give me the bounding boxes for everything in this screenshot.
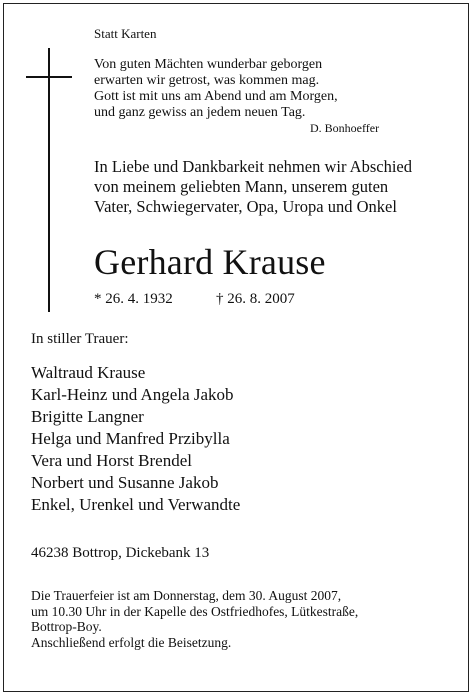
mourner-name: Vera und Horst Brendel bbox=[31, 451, 192, 470]
poem-line: Von guten Mächten wunderbar geborgen bbox=[94, 57, 323, 72]
mourner-name: Norbert und Susanne Jakob bbox=[31, 473, 219, 492]
address: 46238 Bottrop, Dickebank 13 bbox=[31, 545, 210, 561]
funeral-line: Anschließend erfolgt die Beisetzung. bbox=[31, 634, 232, 650]
intro-line: In Liebe und Dankbarkeit nehmen wir Abschied bbox=[94, 157, 412, 176]
mourner-name: Karl-Heinz und Angela Jakob bbox=[31, 385, 234, 404]
mourner-list bbox=[31, 362, 240, 516]
intro-line: Vater, Schwiegervater, Opa, Uropa und Onkel bbox=[94, 197, 397, 216]
intro-line: von meinem geliebten Mann, unserem guten bbox=[94, 177, 389, 196]
mourner-name: Helga und Manfred Przibylla bbox=[31, 429, 230, 448]
poem-author: D. Bonhoeffer bbox=[310, 121, 380, 135]
mourner-name: Enkel, Urenkel und Verwandte bbox=[31, 495, 241, 514]
farewell-intro bbox=[94, 157, 412, 217]
funeral-line: um 10.30 Uhr in der Kapelle des Ostfriedhofes, Lütkestraße, bbox=[31, 603, 359, 619]
deceased-name: Gerhard Krause bbox=[94, 242, 326, 282]
poem-line: Gott ist mit uns am Abend und am Morgen, bbox=[94, 89, 338, 104]
cross-icon bbox=[48, 48, 50, 312]
statt-karten-label: Statt Karten bbox=[94, 26, 157, 41]
mourner-name: Brigitte Langner bbox=[31, 407, 144, 426]
mourner-name: Waltraud Krause bbox=[31, 363, 146, 382]
birth-date: * 26. 4. 1932 bbox=[94, 291, 173, 307]
poem-line: erwarten wir getrost, was kommen mag. bbox=[94, 73, 320, 88]
mourning-heading: In stiller Trauer: bbox=[31, 331, 129, 347]
funeral-line: Die Trauerfeier ist am Donnerstag, dem 30. August 2007, bbox=[31, 588, 342, 603]
funeral-info bbox=[31, 588, 358, 650]
funeral-line: Bottrop-Boy. bbox=[31, 619, 102, 634]
poem-line: und ganz gewiss an jedem neuen Tag. bbox=[94, 105, 306, 120]
poem bbox=[94, 57, 338, 121]
obituary-notice bbox=[3, 3, 469, 692]
cross-icon-bar bbox=[26, 76, 72, 78]
death-date: † 26. 8. 2007 bbox=[216, 291, 295, 307]
